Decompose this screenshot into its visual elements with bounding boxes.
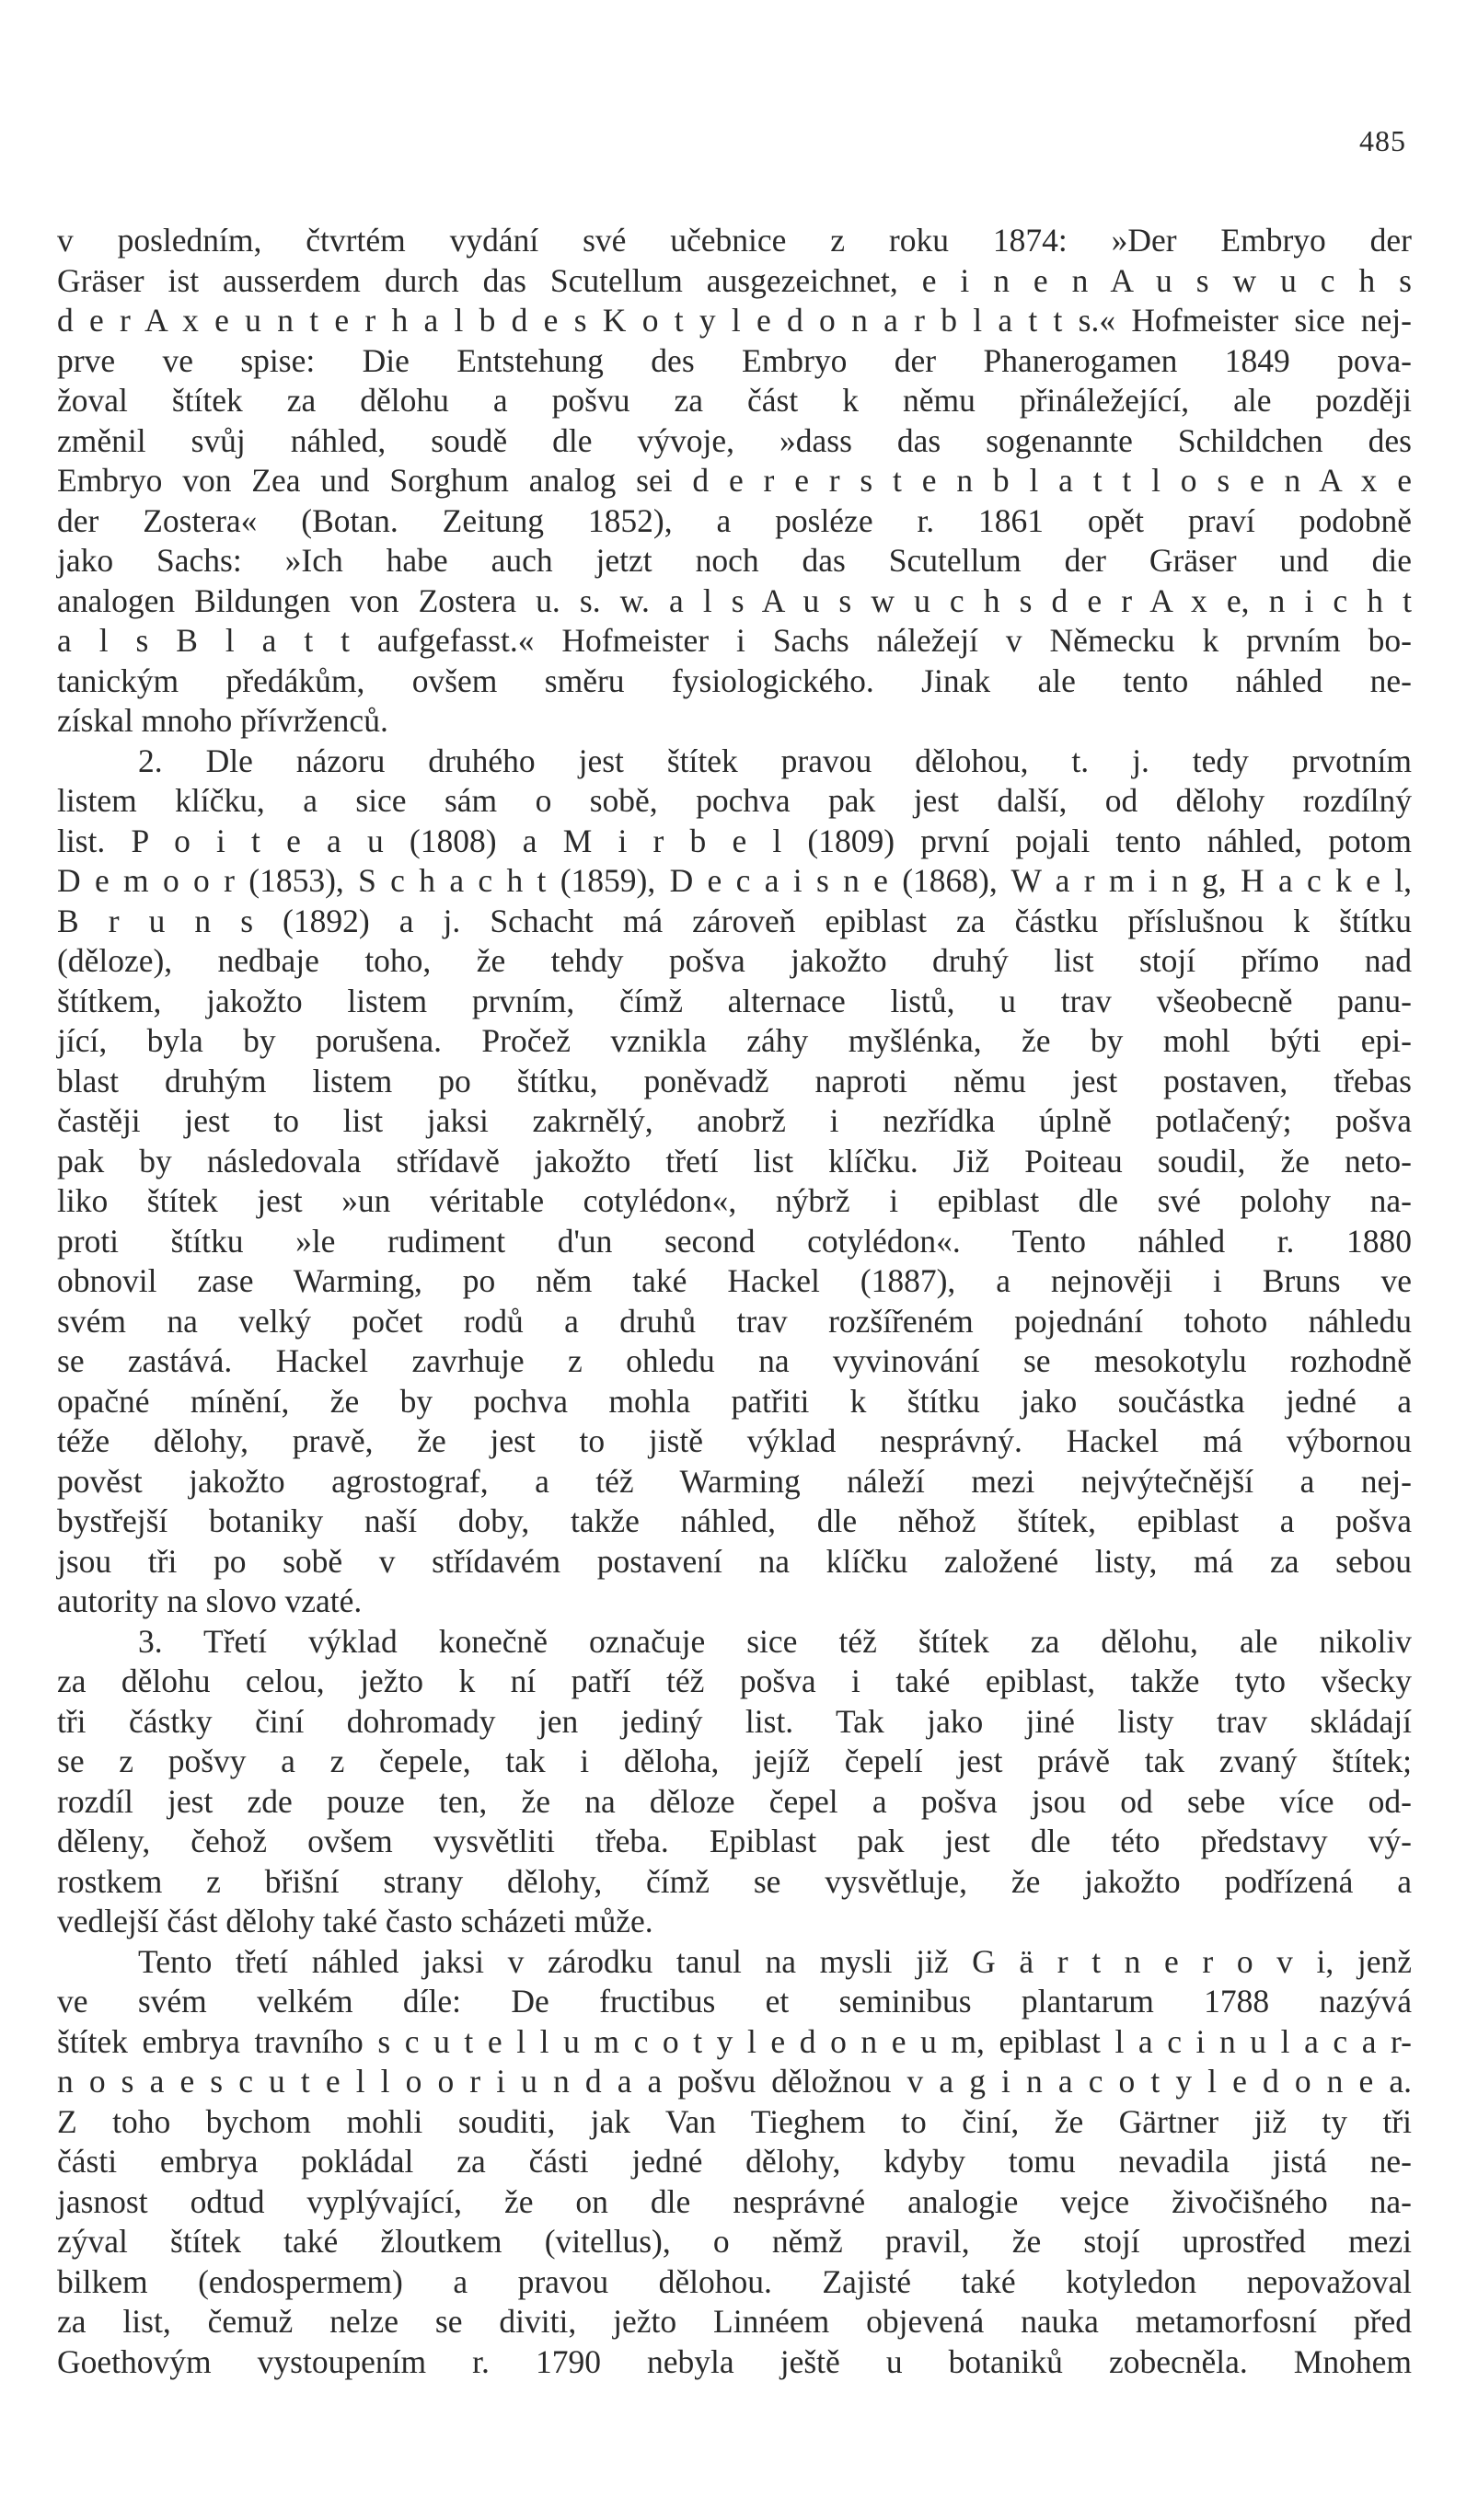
text-line: získal mnoho přívrženců. bbox=[57, 702, 388, 739]
text-line: 2. Dle názoru druhého jest štítek pravou dělohou, t. j. tedy prvotním bbox=[138, 742, 1412, 779]
text-line: častěji jest to list jaksi zakrnělý, anobrž i nezřídka úplně potlačený; pošva bbox=[57, 1102, 1412, 1139]
text-line: opačné mínění, že by pochva mohla patřiti k štítku jako součástka jedné a bbox=[57, 1382, 1412, 1420]
text-line: tři částky činí dohromady jen jediný list. Tak jako jiné listy trav skládají bbox=[57, 1702, 1412, 1740]
text-line: jící, byla by porušena. Pročež vznikla záhy myšlénka, že by mohl býti epi- bbox=[57, 1022, 1412, 1059]
text-line: jsou tři po sobě v střídavém postavení na klíčku založené listy, má za sebou bbox=[57, 1542, 1412, 1580]
text-line: proti štítku »le rudiment d'un second cotylédon«. Tento náhled r. 1880 bbox=[57, 1222, 1412, 1260]
text-line: (děloze), nedbaje toho, že tehdy pošva jakožto druhý list stojí přímo nad bbox=[57, 942, 1412, 979]
text-line: prve ve spise: Die Entstehung des Embryo der Phanerogamen 1849 pova- bbox=[57, 341, 1412, 379]
text-line: bilkem (endospermem) a pravou dělohou. Zajisté také kotyledon nepovažoval bbox=[57, 2262, 1412, 2300]
text-line: list. P o i t e a u (1808) a M i r b e l (1809) první pojali tento náhled, potom bbox=[57, 822, 1412, 859]
text-line: Tento třetí náhled jaksi v zárodku tanul na mysli již G ä r t n e r o v i, jenž bbox=[138, 1942, 1412, 1980]
text-line: der Zostera« (Botan. Zeitung 1852), a posléze r. 1861 opět praví podobně bbox=[57, 501, 1412, 539]
text-line: téže dělohy, pravě, že jest to jistě výklad nesprávný. Hackel má výbornou bbox=[57, 1422, 1412, 1459]
text-line: jako Sachs: »Ich habe auch jetzt noch das Scutellum der Gräser und die bbox=[57, 542, 1412, 579]
text-line: Z toho bychom mohli souditi, jak Van Tieghem to činí, že Gärtner již ty tři bbox=[57, 2102, 1412, 2140]
text-line: a l s B l a t t aufgefasst.« Hofmeister i Sachs náležejí v Německu k prvním bo- bbox=[57, 622, 1412, 659]
text-line: změnil svůj náhled, soudě dle vývoje, »dass das sogenannte Schildchen des bbox=[57, 421, 1412, 459]
text-line: blast druhým listem po štítku, poněvadž naproti němu jest postaven, třebas bbox=[57, 1062, 1412, 1099]
text-line: liko štítek jest »un véritable cotylédon«, nýbrž i epiblast dle své polohy na- bbox=[57, 1182, 1412, 1219]
text-line: analogen Bildungen von Zostera u. s. w. a l s A u s w u c h s d e r A x e, n i c h t bbox=[57, 581, 1412, 619]
text-line: ve svém velkém díle: De fructibus et seminibus plantarum 1788 nazývá bbox=[57, 1983, 1412, 2019]
text-line: zýval štítek také žloutkem (vitellus), o němž pravil, že stojí uprostřed mezi bbox=[57, 2223, 1412, 2260]
text-line: se zastává. Hackel zavrhuje z ohledu na vyvinování se mesokotylu rozhodně bbox=[57, 1342, 1412, 1379]
text-line: se z pošvy a z čepele, tak i děloha, jejíž čepelí jest právě tak zvaný štítek; bbox=[57, 1743, 1412, 1779]
text-line: B r u n s (1892) a j. Schacht má zároveň epiblast za částku příslušnou k štítku bbox=[57, 902, 1412, 939]
text-line: děleny, čehož ovšem vysvětliti třeba. Epiblast pak jest dle této představy vý- bbox=[57, 1823, 1412, 1859]
text-line: 3. Třetí výklad konečně označuje sice též štítek za dělohu, ale nikoliv bbox=[138, 1622, 1412, 1660]
body-text bbox=[57, 221, 1412, 2382]
text-line: Gräser ist ausserdem durch das Scutellum ausgezeichnet, e i n e n A u s w u c h s bbox=[57, 261, 1412, 299]
text-line: štítkem, jakožto listem prvním, čímž alternace listů, u trav všeobecně panu- bbox=[57, 982, 1412, 1019]
text-line: za list, čemuž nelze se diviti, ježto Linnéem objevená nauka metamorfosní před bbox=[57, 2303, 1412, 2340]
text-line: D e m o o r (1853), S c h a c h t (1859), D e c a i s n e (1868), W a r m i n g, H a c k e l, bbox=[57, 862, 1412, 899]
text-line: pověst jakožto agrostograf, a též Warming náleží mezi nejvýtečnější a nej- bbox=[57, 1462, 1412, 1500]
text-line: Goethovým vystoupením r. 1790 nebyla ještě u botaniků zobecněla. Mnohem bbox=[57, 2342, 1412, 2380]
text-line: v posledním, čtvrtém vydání své učebnice z roku 1874: »Der Embryo der bbox=[57, 222, 1412, 259]
text-line: listem klíčku, a sice sám o sobě, pochva pak jest další, od dělohy rozdílný bbox=[57, 782, 1412, 819]
text-line: autority na slovo vzaté. bbox=[57, 1582, 363, 1619]
text-line: d e r A x e u n t e r h a l b d e s K o t y l e d o n a r b l a t t s.« Hofmeister sice nej- bbox=[57, 302, 1412, 339]
text-line: svém na velký počet rodů a druhů trav rozšířeném pojednání tohoto náhledu bbox=[57, 1302, 1412, 1340]
text-line: n o s a e s c u t e l l o o r i u n d a a pošvu děložnou v a g i n a c o t y l e d o n e a. bbox=[57, 2063, 1412, 2100]
text-line: žoval štítek za dělohu a pošvu za část k němu přináležející, ale později bbox=[57, 382, 1412, 419]
text-line: obnovil zase Warming, po něm také Hackel (1887), a nejnověji i Bruns ve bbox=[57, 1262, 1412, 1299]
text-line: bystřejší botaniky naší doby, takže náhled, dle něhož štítek, epiblast a pošva bbox=[57, 1502, 1412, 1539]
text-line: štítek embrya travního s c u t e l l u m c o t y l e d o n e u m, epiblast l a c i n u l a c a r- bbox=[57, 2022, 1412, 2060]
text-line: části embrya pokládal za části jedné dělohy, kdyby tomu nevadila jistá ne- bbox=[57, 2143, 1412, 2180]
text-line: vedlejší část dělohy také často scházeti může. bbox=[57, 1903, 653, 1939]
text-line: Embryo von Zea und Sorghum analog sei d e r e r s t e n b l a t t l o s e n A x e bbox=[57, 462, 1412, 499]
text-line: rozdíl jest zde pouze ten, že na děloze čepel a pošva jsou od sebe více od- bbox=[57, 1782, 1412, 1820]
page-number: 485 bbox=[1359, 124, 1406, 157]
text-line: jasnost odtud vyplývající, že on dle nesprávné analogie vejce živočišného na- bbox=[57, 2182, 1412, 2220]
text-line: tanickým předákům, ovšem směru fysiologického. Jinak ale tento náhled ne- bbox=[57, 662, 1412, 699]
text-line: za dělohu celou, ježto k ní patří též pošva i také epiblast, takže tyto všecky bbox=[57, 1663, 1412, 1699]
text-line: rostkem z břišní strany dělohy, čímž se vysvětluje, že jakožto podřízená a bbox=[57, 1862, 1412, 1900]
text-line: pak by následovala střídavě jakožto třetí list klíčku. Již Poiteau soudil, že neto- bbox=[57, 1142, 1412, 1179]
